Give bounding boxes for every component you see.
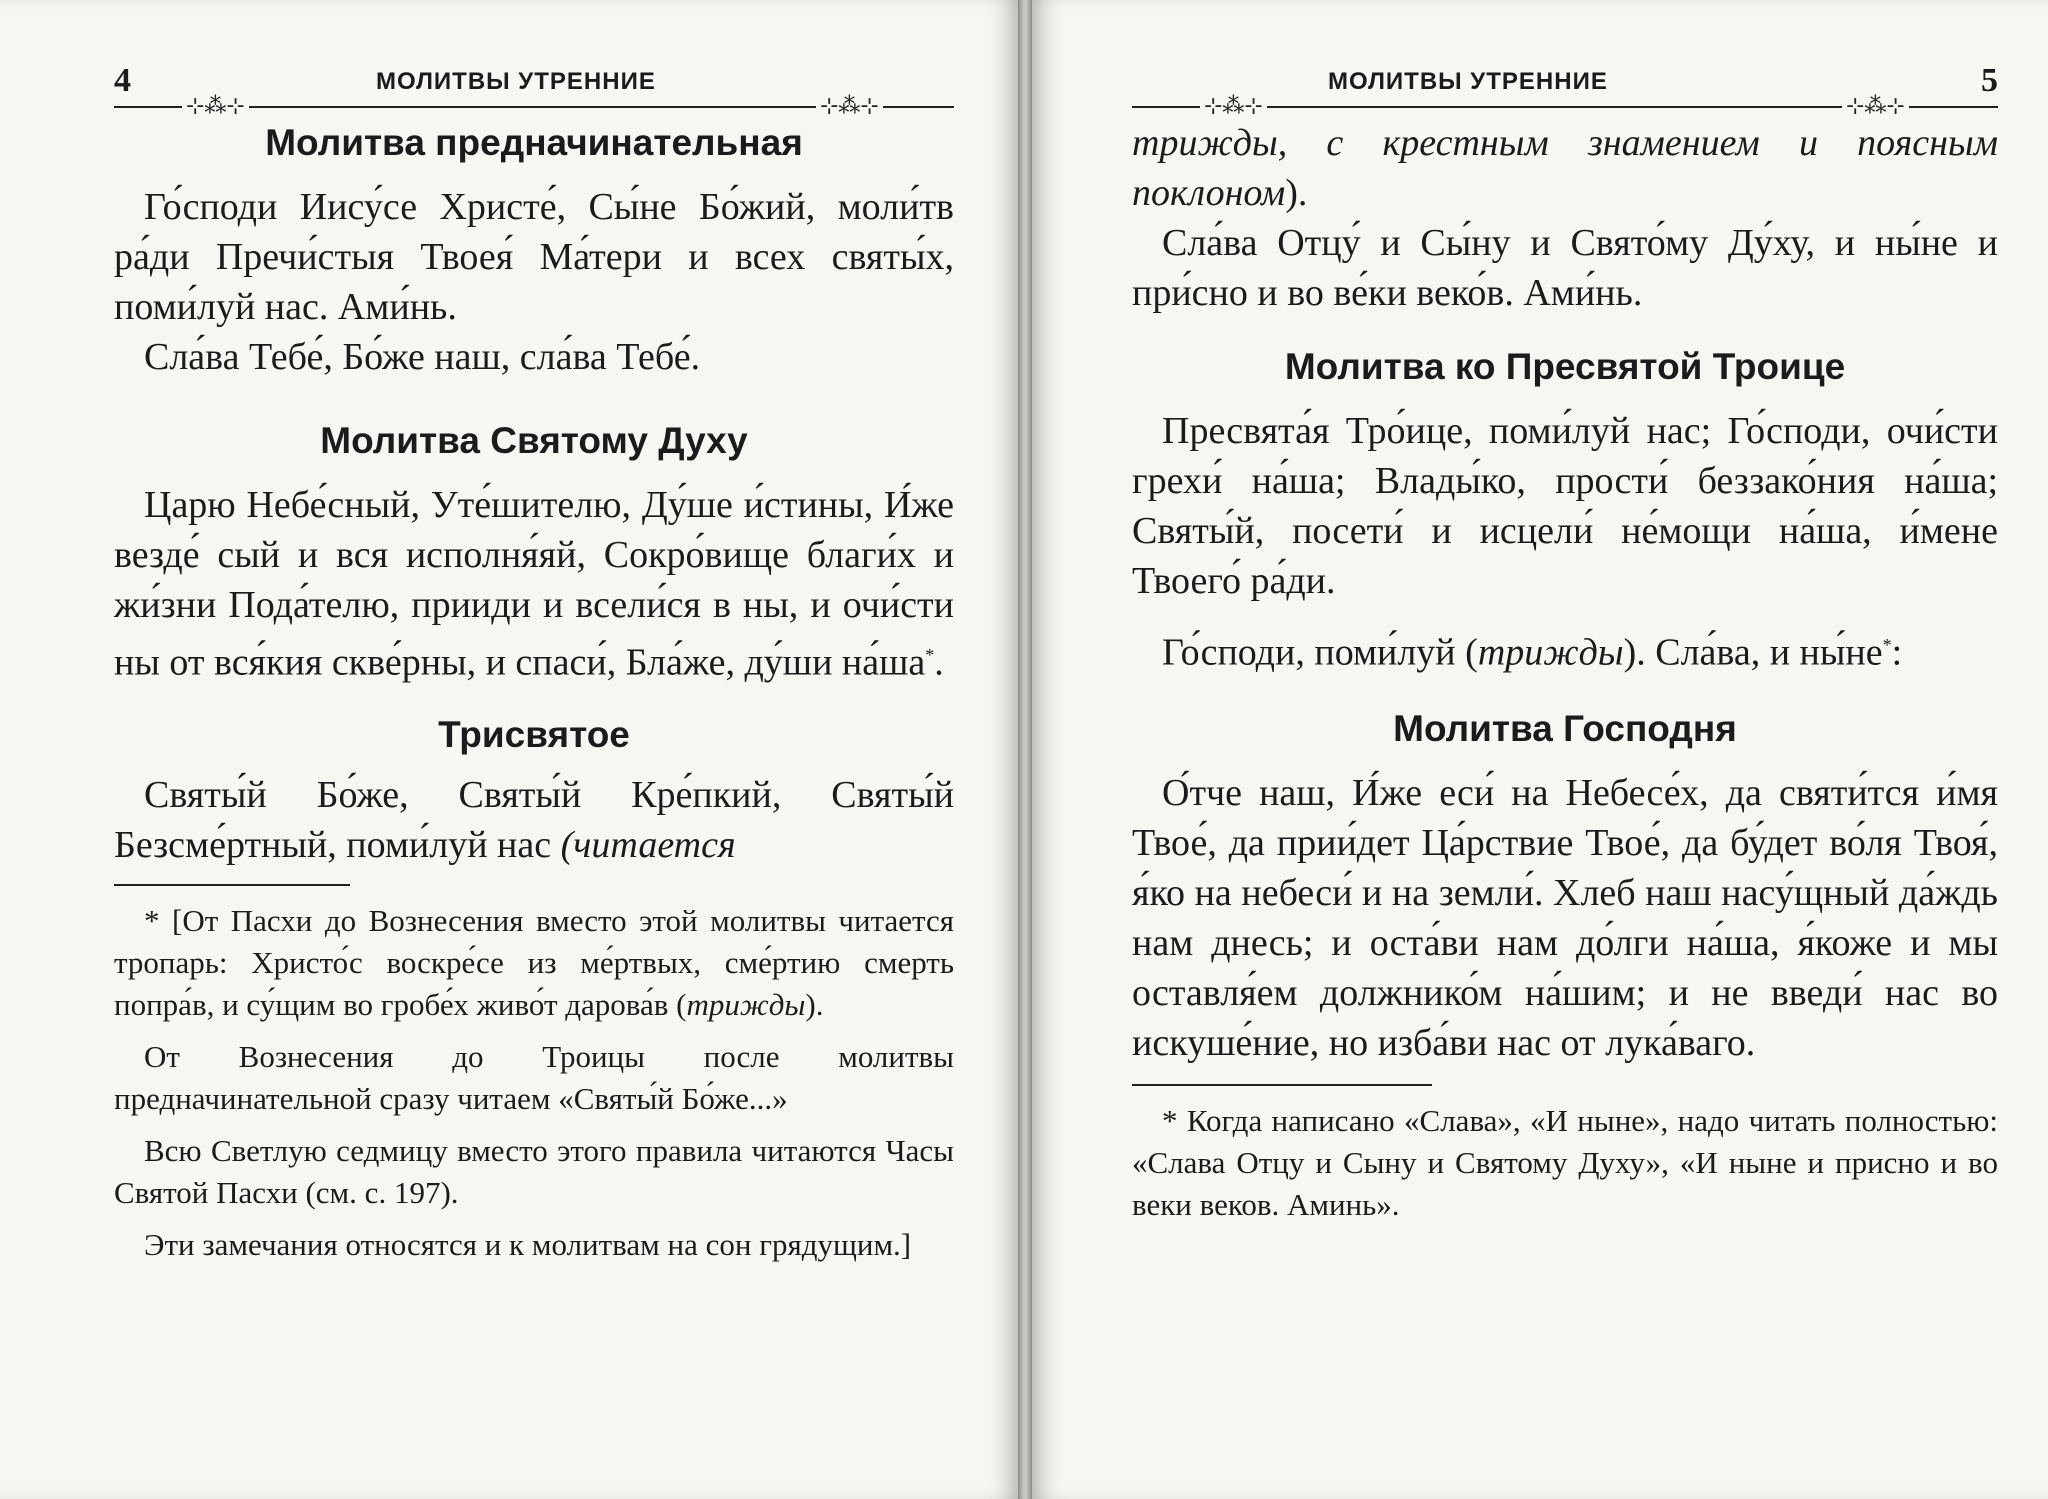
footnote-italic: трижды: [686, 986, 806, 1022]
left-page: [0, 0, 1018, 1499]
paragraph: Сла́ва Отцу́ и Сы́ну и Свято́му Ду́ху, и ны́не и при́сно и во ве́ки веко́в. Ами́нь.: [1132, 222, 1998, 314]
italic-rubric: трижды: [1477, 631, 1624, 674]
heading-prayer-holy-trinity: Молитва ко Пресвятой Троице: [1284, 346, 1846, 387]
italic-rubric: трижды, с крестным знамением и поясным поклоном: [1132, 122, 1998, 214]
heading-prayer-preliminary: Молитва предначинательная: [265, 122, 803, 163]
footnote: * Когда написано «Слава», «И ныне», надо читать полностью: «Слава Отцу и Сыну и Святому Духу», «И ныне и присно и во веки веков. Аминь».: [1132, 1102, 1998, 1222]
heading-lords-prayer: Молитва Господня: [1393, 707, 1737, 749]
ornament-icon: ⊹⁂⊹: [816, 96, 883, 118]
footnote-marker: *: [1882, 635, 1892, 655]
footnote: От Вознесения до Троицы после молитвы предначинательной сразу читаем «Святы́й Бо́же...»: [114, 1038, 954, 1116]
right-page: [1032, 0, 2048, 1499]
footnote-text: * [От Пасхи до Вознесения вместо этой молитвы читается тропарь: Христо́с воскре́се из ме́ртвых, сме́ртию смерть попра́в, и су́щим во гробе́х живо́т дарова́в (: [114, 902, 954, 1022]
paragraph-text: ). Сла́ва, и ны́не: [1623, 631, 1883, 674]
paragraph: [114, 480, 954, 688]
paragraph: О́тче наш, И́же еси́ на Небесе́х, да святи́тся и́мя Твое́, да прии́дет Ца́рствие Твое́, да бу́дет во́ля Твоя́, я́ко на небеси́ и на земли́. Хлеб наш насу́щный да́ждь нам днесь; и оста́ви нам до́лги на́ша, я́коже и мы оставля́ем должнико́м на́шим; и не введи́ нас во искуше́ние, но изба́ви нас от лука́ваго.: [1132, 771, 1998, 1064]
paragraph: Сла́ва Тебе́, Бо́же наш, сла́ва Тебе́.: [144, 336, 701, 378]
right-running-title: МОЛИТВЫ УТРЕННИЕ: [1328, 68, 1608, 95]
paragraph-end: .: [934, 641, 944, 684]
book-gutter: [1018, 0, 1032, 1499]
paragraph-end: :: [1891, 631, 1903, 674]
left-text-block: [114, 118, 954, 1266]
footnote-separator: [114, 884, 350, 886]
ornament-icon: ⊹⁂⊹: [1842, 96, 1909, 118]
footnote: Всю Светлую седмицу вместо этого правила читаются Часы Святой Пасхи (см. с. 197).: [114, 1132, 954, 1210]
left-running-title: МОЛИТВЫ УТРЕННИЕ: [376, 68, 656, 95]
paragraph-text: Святы́й Бо́же, Святы́й Кре́пкий, Святы́й Безсме́ртный, поми́луй нас: [114, 773, 954, 866]
footnote-marker: *: [925, 645, 935, 665]
footnote: [114, 900, 954, 1026]
footnote-end: ).: [805, 986, 824, 1022]
heading-trisagion: Трисвятое: [438, 713, 630, 755]
ornament-icon: ⊹⁂⊹: [1200, 96, 1267, 118]
ornament-icon: ⊹⁂⊹: [182, 96, 249, 118]
paragraph: [1132, 620, 1998, 678]
footnote: Эти замечания относятся и к молитвам на сон грядущим.]: [144, 1226, 912, 1262]
left-page-number: 4: [114, 62, 131, 99]
paragraph-continued: [1132, 118, 1998, 218]
paragraph: Пресвята́я Тро́ице, поми́луй нас; Го́споди, очи́сти грехи́ на́ша; Влады́ко, прости́ беззако́ния на́ша; Святы́й, посети́ и исцели́ не́мощи на́ша, и́мене Твоего́ ра́ди.: [1132, 410, 1998, 602]
heading-prayer-holy-spirit: Молитва Святому Духу: [320, 420, 748, 461]
paragraph-end: ).: [1285, 172, 1308, 214]
paragraph-text: Го́споди, поми́луй (: [1162, 631, 1478, 674]
right-text-block: [1132, 118, 1998, 1226]
footnote-separator: [1132, 1084, 1432, 1086]
paragraph: [114, 770, 954, 870]
italic-rubric: (читается: [560, 823, 736, 866]
right-page-number: 5: [1981, 62, 1998, 99]
paragraph: Го́споди Иису́се Христе́, Сы́не Бо́жий, моли́тв ра́ди Пречи́стыя Твоея́ Ма́тери и всех святы́х, поми́луй нас. Ами́нь.: [114, 186, 954, 328]
paragraph-text: Царю Небе́сный, Уте́шителю, Ду́ше и́стины, И́же везде́ сый и вся исполня́яй, Сокро́вище благи́х и жи́зни Пода́телю, прииди и всели́ся в ны, и очи́сти ны от вся́кия скве́рны, и спаси́, Бла́же, ду́ши на́ша: [114, 484, 954, 684]
